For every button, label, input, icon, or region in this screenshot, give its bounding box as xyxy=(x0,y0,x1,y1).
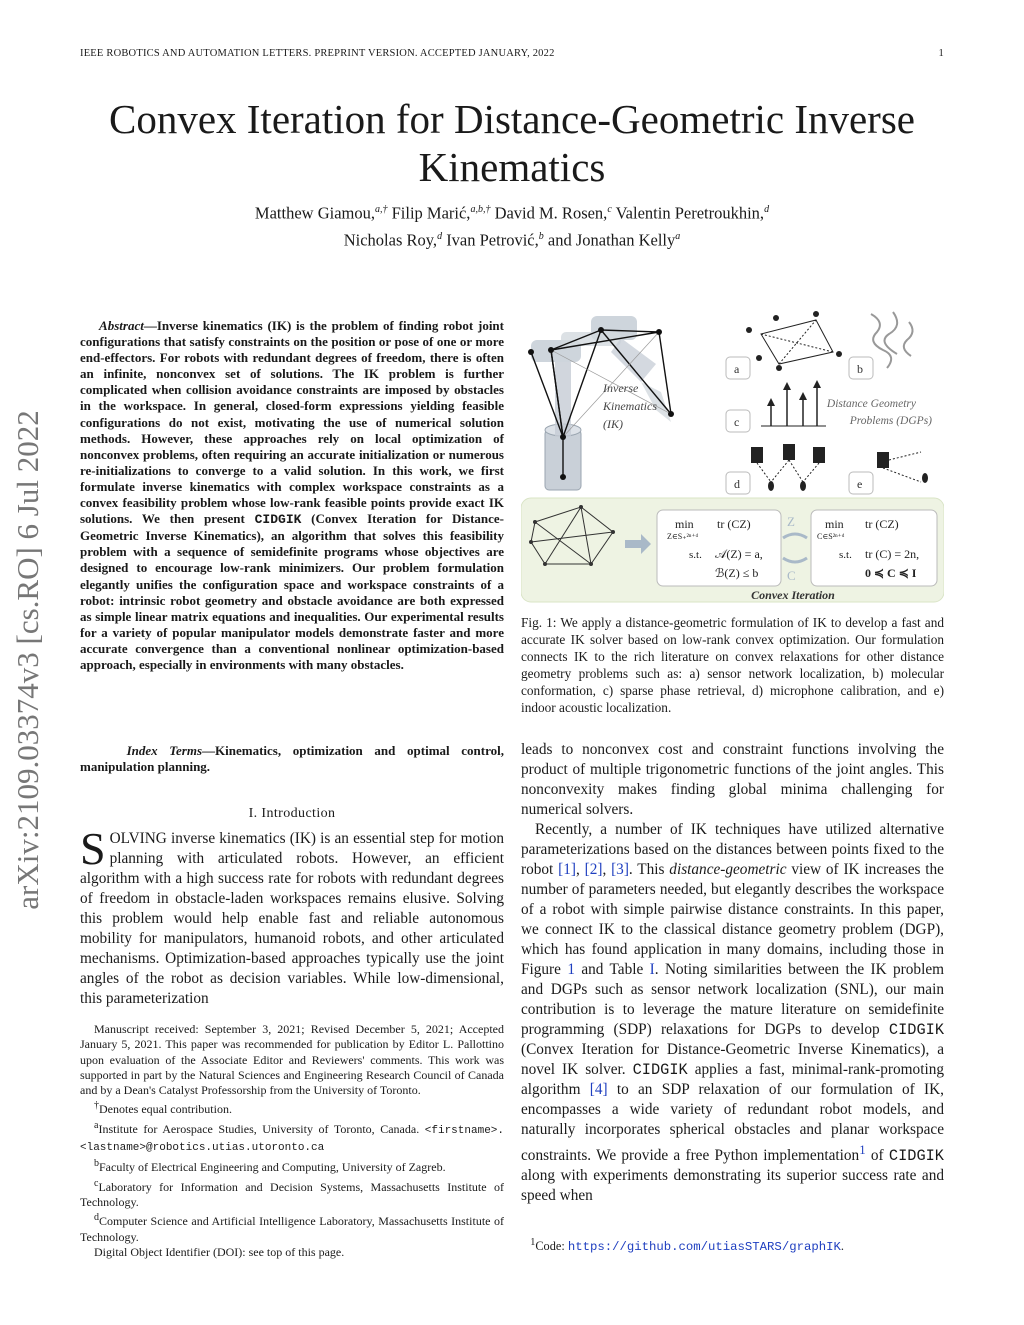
drop-cap: S xyxy=(80,823,106,874)
figure-1 xyxy=(521,302,944,607)
microphone-icons xyxy=(768,481,806,491)
ik-label: Kinematics xyxy=(603,399,657,413)
affiliation-mark: c xyxy=(607,204,612,215)
abstract-label: Abstract xyxy=(99,318,144,333)
svg-text:tr (CZ): tr (CZ) xyxy=(717,517,751,531)
author-name: Ivan Petrović, xyxy=(446,230,539,249)
author-list xyxy=(80,198,944,251)
figure-ref-link[interactable]: 1 xyxy=(567,961,575,978)
citation-link[interactable]: [4] xyxy=(589,1081,608,1098)
svg-text:a: a xyxy=(734,362,740,376)
journal-header: IEEE ROBOTICS AND AUTOMATION LETTERS. PREPRINT VERSION. ACCEPTED JANUARY, 2022 xyxy=(80,48,555,59)
svg-text:min: min xyxy=(675,517,694,531)
speaker-icons xyxy=(751,444,825,463)
paragraph: Recently, a number of IK techniques have utilized alternative parameterizations based on the distances between points fixed to the robot [1], [2], [3]. This distance-geometric view of IK increases the number of parameters needed, but elegantly describes the workspace of a robot with simple pairwise distance constraints. In this paper, we connect IK to the classical distance geometry problem (DGP), which has found application in many domains, including those in Figure 1 and Table I. Noting similarities between the IK problem and DGPs such as sensor network localization (SNL), our main contribution is to leverage the mature literature on semidefinite programming (SDP) relaxations for DGPs to develop CIDGIK (Convex Iteration for Distance-Geometric Inverse Kinematics), a novel IK solver. CIDGIK applies a fast, minimal-rank-promoting algorithm [4] to an SDP relaxation of our formulation of IK, encompasses a wide variety of redundant robot models, and naturally incorporates spherical obstacles and planar workspace constraints. We provide a free Python implementation$^1$ of CIDGIK along with experiments demonstrating its superior success rate and speed when xyxy=(521,821,945,1205)
index-terms: Index Terms—Kinematics, optimization and optimal control, manipulation planning. xyxy=(80,743,504,775)
svg-text:𝒜(Z) = a,: 𝒜(Z) = a, xyxy=(715,547,763,561)
table-ref-link[interactable]: I xyxy=(649,961,655,978)
svg-text:tr (C) = 2n,: tr (C) = 2n, xyxy=(865,547,920,561)
affiliation-c: $^c$Laboratory for Information and Decision Systems, Massachusetts Institute of Technology. xyxy=(80,1177,504,1209)
citation-link[interactable]: [3] xyxy=(611,861,629,878)
citation-link[interactable]: [1] xyxy=(558,861,576,878)
affiliation-d: $^d$Computer Science and Artificial Intelligence Laboratory, Massachusetts Institute of Technology. xyxy=(80,1212,504,1244)
right-column-body xyxy=(521,740,944,1206)
author-name: Nicholas Roy, xyxy=(343,230,438,249)
author-name: Filip Marić, xyxy=(391,203,471,223)
svg-text:ℬ(Z) ≤ b: ℬ(Z) ≤ b xyxy=(715,566,759,580)
svg-text:min: min xyxy=(825,517,844,531)
doi-note: Digital Object Identifier (DOI): see top of this page. xyxy=(94,1244,345,1259)
method-name: CIDGIK xyxy=(632,1061,688,1079)
affiliation-mark: a,b,† xyxy=(470,204,491,215)
svg-text:tr (CZ): tr (CZ) xyxy=(865,517,899,531)
paper-title: Convex Iteration for Distance-Geometric Inverse Kinematics xyxy=(108,96,915,190)
affiliation-mark: b xyxy=(538,230,544,242)
intro-paragraph: SOLVING inverse kinematics (IK) is an essential step for motion planning with articulated robots. However, an efficient algorithm with a high success rate for robots with redundant degrees of freedom in obstacle-laden workspaces remains elusive. Solving this problem would help enable fast and reliable autonomous mobility for manipulators, humanoid robots, and other articulated mechanisms. Optimization-based approaches typically use the joint angles of the robot as decision variables. While low-dimensional, this parameterization xyxy=(80,823,504,1007)
author-name: Matthew Giamou, xyxy=(254,203,375,223)
convex-iteration-label: Convex Iteration xyxy=(751,588,835,602)
arrow-label-z: Z xyxy=(787,514,795,529)
dgp-panel-c xyxy=(726,380,826,432)
dgp-panel-e xyxy=(849,452,928,494)
email-pattern: <firstname>.<lastname>@robotics.utias.utoronto.ca xyxy=(80,1124,504,1155)
code-footnote: $^1$Code: https://github.com/utiasSTARS/graphIK. xyxy=(530,1237,844,1255)
paragraph: leads to nonconvex cost and constraint functions involving the product of multiple trigonometric functions of the joint angles. This nonconvexity makes finding global minima challenging for numerical solvers. xyxy=(521,741,944,818)
svg-text:c: c xyxy=(734,415,740,429)
affiliation-mark: a xyxy=(675,230,681,242)
svg-text:Z∈S₊²ⁿ⁺ᵈ: Z∈S₊²ⁿ⁺ᵈ xyxy=(667,532,699,541)
dgp-panel-b xyxy=(849,312,913,379)
svg-text:0 ≼ C ≼ I: 0 ≼ C ≼ I xyxy=(865,566,917,580)
manuscript-note: Manuscript received: September 3, 2021; Revised December 5, 2021; Accepted January 5, 2021. This paper was recommended for publication by Editor L. Pallottino upon evaluation of the Associate Editor and Reviewers' comments. This work was supported in part by the Natural Sciences and Engineering Research Council of Canada and by a Dean's Catalyst Professorship from the University of Toronto. xyxy=(80,1022,504,1098)
affiliation-mark: d xyxy=(437,230,443,242)
author-name: Valentin Peretroukhin, xyxy=(615,203,765,223)
index-terms-label: Index Terms xyxy=(126,743,203,758)
running-header xyxy=(80,48,944,59)
svg-text:s.t.: s.t. xyxy=(839,549,852,561)
author-name: David M. Rosen, xyxy=(494,203,608,223)
method-name: CIDGIK xyxy=(254,512,302,528)
figure-caption: Fig. 1: We apply a distance-geometric formulation of IK to develop a fast and accurate IK solver based on low-rank convex optimization. Our formulation connects IK to the rich literature on convex relaxations for other distance geometry problems such as: a) sensor network localization, b) molecular conformation, c) sparse phase retrieval, d) microphone calibration, and e) indoor acoustic localization. xyxy=(521,615,944,715)
arxiv-stamp: arXiv:2109.03374v3 [cs.RO] 6 Jul 2022 xyxy=(10,410,45,910)
figure-1-graphic xyxy=(521,302,944,607)
page-number: 1 xyxy=(938,48,944,59)
section-heading: I. Introduction xyxy=(248,806,336,821)
dgp-label: Problems (DGPs) xyxy=(849,415,932,427)
author-name: Jonathan Kelly xyxy=(575,230,676,249)
footnote-link[interactable]: 1 xyxy=(859,1143,866,1157)
github-link[interactable]: https://github.com/utiasSTARS/graphIK xyxy=(567,1240,841,1255)
footnotes xyxy=(80,1022,504,1260)
affiliation-mark: a,† xyxy=(374,204,388,215)
svg-text:e: e xyxy=(857,477,863,491)
dgp-panel-a xyxy=(726,311,842,379)
ik-label: Inverse xyxy=(603,381,639,395)
dgp-label: Distance Geometry xyxy=(826,398,916,410)
svg-text:b: b xyxy=(857,362,863,376)
arrow-label-c: C xyxy=(787,568,796,583)
ik-label: (IK) xyxy=(603,417,623,431)
affiliation-a: $^a$Institute for Aerospace Studies, University of Toronto, Canada. <firstname>.<lastname>@robotics.utias.utoronto.ca xyxy=(80,1119,504,1155)
method-name: CIDGIK xyxy=(888,1021,944,1039)
affiliation-mark: d xyxy=(764,204,770,215)
dgp-panel-d xyxy=(726,444,825,494)
citation-link[interactable]: [2] xyxy=(584,861,603,878)
molecule-illustration xyxy=(871,312,913,368)
small-caps-lead: OLVING xyxy=(109,830,167,847)
abstract: Abstract—Inverse kinematics (IK) is the problem of finding robot joint configurations that satisfy constraints on the position or pose of one or more end-effectors. For robots with redundant degrees of freedom, there is often an infinite, nonconvex set of solutions. The IK problem is further complicated when collision avoidance constraints are imposed by obstacles in the workspace. In general, closed-form expressions yielding feasible configurations do not exist, motivating the use of numerical solution methods. However, these approaches rely on local optimization of nonconvex problems, often requiring an accurate initialization or numerous re-initializations to converge to a valid solution. In this work, we first formulate inverse kinematics with complex workspace constraints as a convex feasibility problem whose low-rank feasible points provide exact IK solutions. We then present CIDGIK (Convex Iteration for Distance-Geometric Inverse Kinematics), an algorithm that solves this feasibility problem with a sequence of semidefinite programs whose objectives are designed to encourage low-rank minimizers. Our problem formulation elegantly unifies the configuration space and workspace constraints of a robot: intrinsic robot geometry and obstacle avoidance are both expressed as simple linear matrix equations and inequalities. Our experimental results for a variety of popular manipulator models demonstrate faster and more accurate convergence than a conventional nonlinear optimization-based approach, especially in environments with many obstacles. xyxy=(80,318,505,672)
equal-contribution-note: †Denotes equal contribution. xyxy=(94,1100,232,1117)
svg-text:C∈S²ⁿ⁺ᵈ: C∈S²ⁿ⁺ᵈ xyxy=(817,532,845,541)
method-name: CIDGIK xyxy=(888,1147,944,1166)
affiliation-b: $^b$Faculty of Electrical Engineering and Computing, University of Zagreb. xyxy=(94,1158,446,1175)
svg-text:d: d xyxy=(734,477,740,491)
svg-text:s.t.: s.t. xyxy=(689,549,702,561)
author-conjunction: and xyxy=(547,230,572,249)
